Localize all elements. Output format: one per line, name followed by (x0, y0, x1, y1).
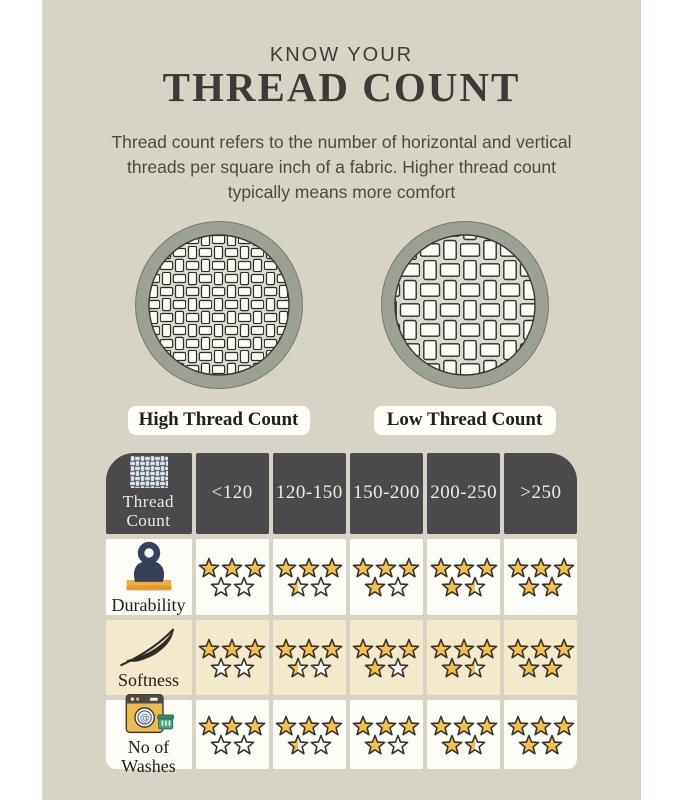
rating-softness-120-150 (273, 620, 346, 695)
description-text: Thread count refers to the number of horizontal and vertical threads per square inch of a fabric. Higher thread count typically means more comfort (111, 132, 572, 202)
star-filled-icon (518, 734, 540, 756)
star-empty-icon (210, 576, 232, 598)
no-of-washes-label: No of Washes (121, 736, 176, 776)
rating-durability-120-150 (273, 539, 346, 615)
column-header-200-250: 200-250 (427, 453, 500, 534)
star-empty-icon (387, 657, 409, 679)
star-row-bottom (287, 734, 332, 756)
feather-icon (118, 624, 180, 668)
rating-washes-lt120 (196, 700, 269, 769)
rating-softness-200-250 (427, 620, 500, 695)
star-row-bottom (441, 657, 486, 679)
corner-label (123, 492, 174, 530)
column-header-120-150: 120-150 (273, 453, 346, 534)
star-filled-icon (364, 657, 386, 679)
high-thread-count-figure (128, 220, 310, 435)
star-filled-icon (541, 657, 563, 679)
star-empty-icon (310, 734, 332, 756)
star-half-icon (464, 657, 486, 679)
star-empty-icon (210, 657, 232, 679)
rating-washes-200-250 (427, 700, 500, 769)
svg-text:@: @ (139, 712, 149, 724)
heading-block (42, 0, 641, 108)
star-empty-icon (233, 657, 255, 679)
star-half-icon (464, 734, 486, 756)
star-empty-icon (310, 576, 332, 598)
star-filled-icon (541, 734, 563, 756)
star-row-bottom (287, 657, 332, 679)
star-row-bottom (210, 734, 255, 756)
star-half-icon (287, 734, 309, 756)
low-thread-count-label: Low Thread Count (374, 406, 556, 435)
row-label-durability (106, 539, 192, 615)
weave-illustrations (42, 220, 641, 435)
softness-label: Softness (117, 670, 179, 691)
star-filled-icon (364, 734, 386, 756)
star-half-icon (464, 576, 486, 598)
high-thread-count-label: High Thread Count (128, 406, 310, 435)
kettlebell-icon (122, 539, 176, 593)
star-empty-icon (210, 734, 232, 756)
star-filled-icon (441, 734, 463, 756)
page-title: THREAD COUNT (162, 64, 521, 110)
rating-durability-150-200 (350, 539, 423, 615)
rating-durability-gt250 (504, 539, 577, 615)
rating-washes-120-150 (273, 700, 346, 769)
corner-label-line2: Count (126, 511, 171, 531)
coarse-weave-circle-icon (380, 220, 550, 390)
star-filled-icon (441, 576, 463, 598)
column-header-lt120: <120 (196, 453, 269, 534)
row-label-softness (106, 620, 192, 695)
durability-label: Durability (111, 594, 186, 615)
rating-softness-lt120 (196, 620, 269, 695)
thread-count-rating-table (106, 453, 578, 776)
star-filled-icon (518, 657, 540, 679)
star-filled-icon (364, 576, 386, 598)
corner-label-line1: Thread (122, 492, 175, 511)
star-empty-icon (387, 734, 409, 756)
star-row-bottom (364, 576, 409, 598)
star-row-bottom (441, 576, 486, 598)
column-header-150-200: 150-200 (350, 453, 423, 534)
star-row-bottom (287, 576, 332, 598)
star-row-bottom (518, 576, 563, 598)
star-row-bottom (210, 576, 255, 598)
rating-softness-150-200 (350, 620, 423, 695)
star-row-bottom (518, 734, 563, 756)
star-filled-icon (518, 576, 540, 598)
fabric-weave-icon (130, 456, 168, 488)
rating-washes-gt250 (504, 700, 577, 769)
rating-softness-gt250 (504, 620, 577, 695)
star-filled-icon (441, 657, 463, 679)
star-row-bottom (364, 734, 409, 756)
kicker-text: KNOW YOUR (269, 44, 414, 66)
rating-durability-200-250 (427, 539, 500, 615)
row-label-no-of-washes (106, 700, 192, 776)
infographic-panel (42, 0, 641, 800)
star-empty-icon (233, 734, 255, 756)
rating-washes-150-200 (350, 700, 423, 769)
washing-machine-icon (123, 693, 175, 735)
star-row-bottom (441, 734, 486, 756)
table-corner-cell (106, 453, 192, 534)
rating-durability-lt120 (196, 539, 269, 615)
fine-weave-circle-icon (134, 220, 304, 390)
star-row-bottom (518, 657, 563, 679)
star-row-bottom (210, 657, 255, 679)
low-thread-count-figure (374, 220, 556, 435)
star-empty-icon (387, 576, 409, 598)
star-half-icon (287, 576, 309, 598)
star-half-icon (287, 657, 309, 679)
star-filled-icon (541, 576, 563, 598)
star-row-bottom (364, 657, 409, 679)
column-header-gt250: >250 (504, 453, 577, 534)
star-empty-icon (310, 657, 332, 679)
star-empty-icon (233, 576, 255, 598)
